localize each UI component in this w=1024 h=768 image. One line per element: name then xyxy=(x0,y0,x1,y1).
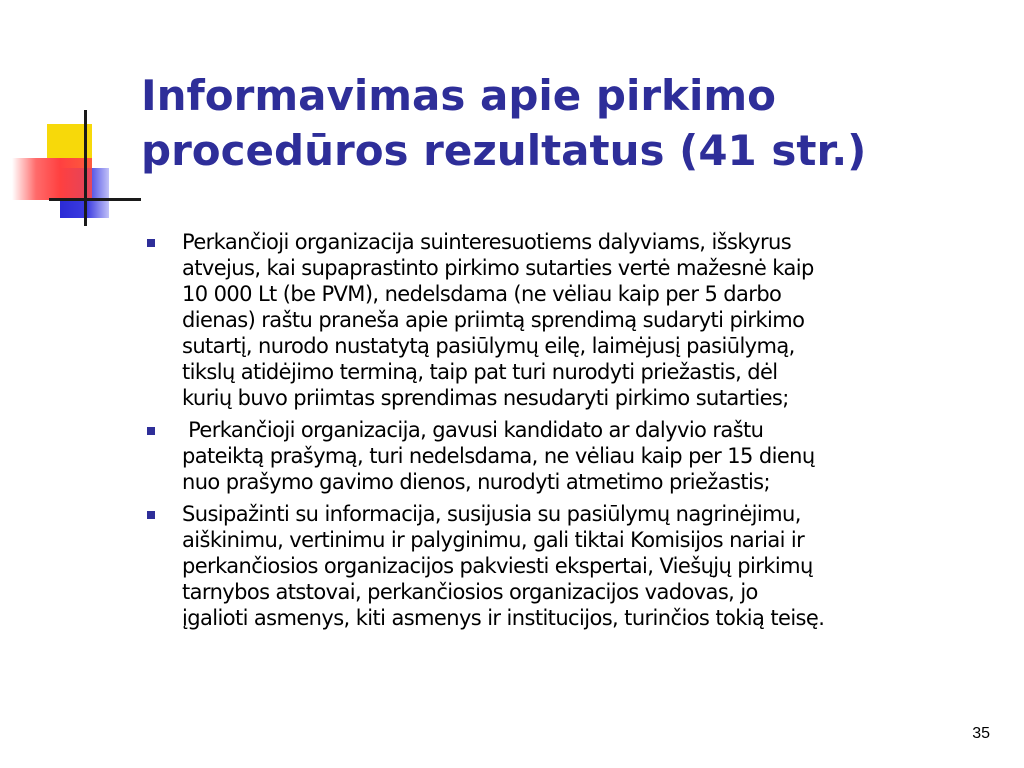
square-bullet-icon xyxy=(147,239,155,247)
bullet-text-line: dienas) raštu praneša apie priimtą sprendimą sudaryti pirkimo xyxy=(182,308,805,332)
bullet-text-line: atvejus, kai supaprastinto pirkimo sutarties vertė mažesnė kaip xyxy=(182,256,814,280)
slide-title xyxy=(141,68,1001,178)
page-number: 35 xyxy=(972,725,990,742)
horizontal-line xyxy=(49,198,141,201)
bullet-text-line: Susipažinti su informacija, susijusia su pasiūlymų nagrinėjimu, xyxy=(182,502,801,526)
bullet-item xyxy=(141,417,1001,495)
bullet-text-line: nuo prašymo gavimo dienos, nurodyti atmetimo priežastis; xyxy=(182,470,771,494)
bullet-text-line: įgalioti asmenys, kiti asmenys ir institucijos, turinčios tokią teisę. xyxy=(182,606,825,630)
title-line: procedūros rezultatus (41 str.) xyxy=(141,126,867,175)
bullet-text-line: perkančiosios organizacijos pakviesti ekspertai, Viešųjų pirkimų xyxy=(182,554,813,578)
bullet-text-line: aiškinimu, vertinimu ir palyginimu, gali tiktai Komisijos nariai ir xyxy=(182,528,805,552)
bullet-text-line: kurių buvo priimtas sprendimas nesudaryti pirkimo sutarties; xyxy=(182,386,789,410)
bullet-text-line: Perkančioji organizacija, gavusi kandidato ar dalyvio raštu xyxy=(182,418,764,442)
bullet-text-line: Perkančioji organizacija suinteresuotiems dalyviams, išskyrus xyxy=(182,230,792,254)
bullet-text-line: pateiktą prašymą, turi nedelsdama, ne vėliau kaip per 15 dienų xyxy=(182,444,815,468)
bullet-item xyxy=(141,501,1001,631)
bullet-item xyxy=(141,229,1001,411)
square-bullet-icon xyxy=(147,511,155,519)
bullet-text-line: tikslų atidėjimo terminą, taip pat turi nurodyti priežastis, dėl xyxy=(182,360,778,384)
decorative-squares-logo xyxy=(0,0,150,240)
bullet-text-line: sutartį, nurodo nustatytą pasiūlymų eilę, laimėjusį pasiūlymą, xyxy=(182,334,795,358)
red-square xyxy=(12,158,92,200)
bullet-text-line: tarnybos atstovai, perkančiosios organizacijos vadovas, jo xyxy=(182,580,758,604)
bullet-list xyxy=(141,229,1001,637)
bullet-text-line: 10 000 Lt (be PVM), nedelsdama (ne vėliau kaip per 5 darbo xyxy=(182,282,782,306)
vertical-line xyxy=(84,110,87,226)
title-line: Informavimas apie pirkimo xyxy=(141,71,777,120)
square-bullet-icon xyxy=(147,427,155,435)
